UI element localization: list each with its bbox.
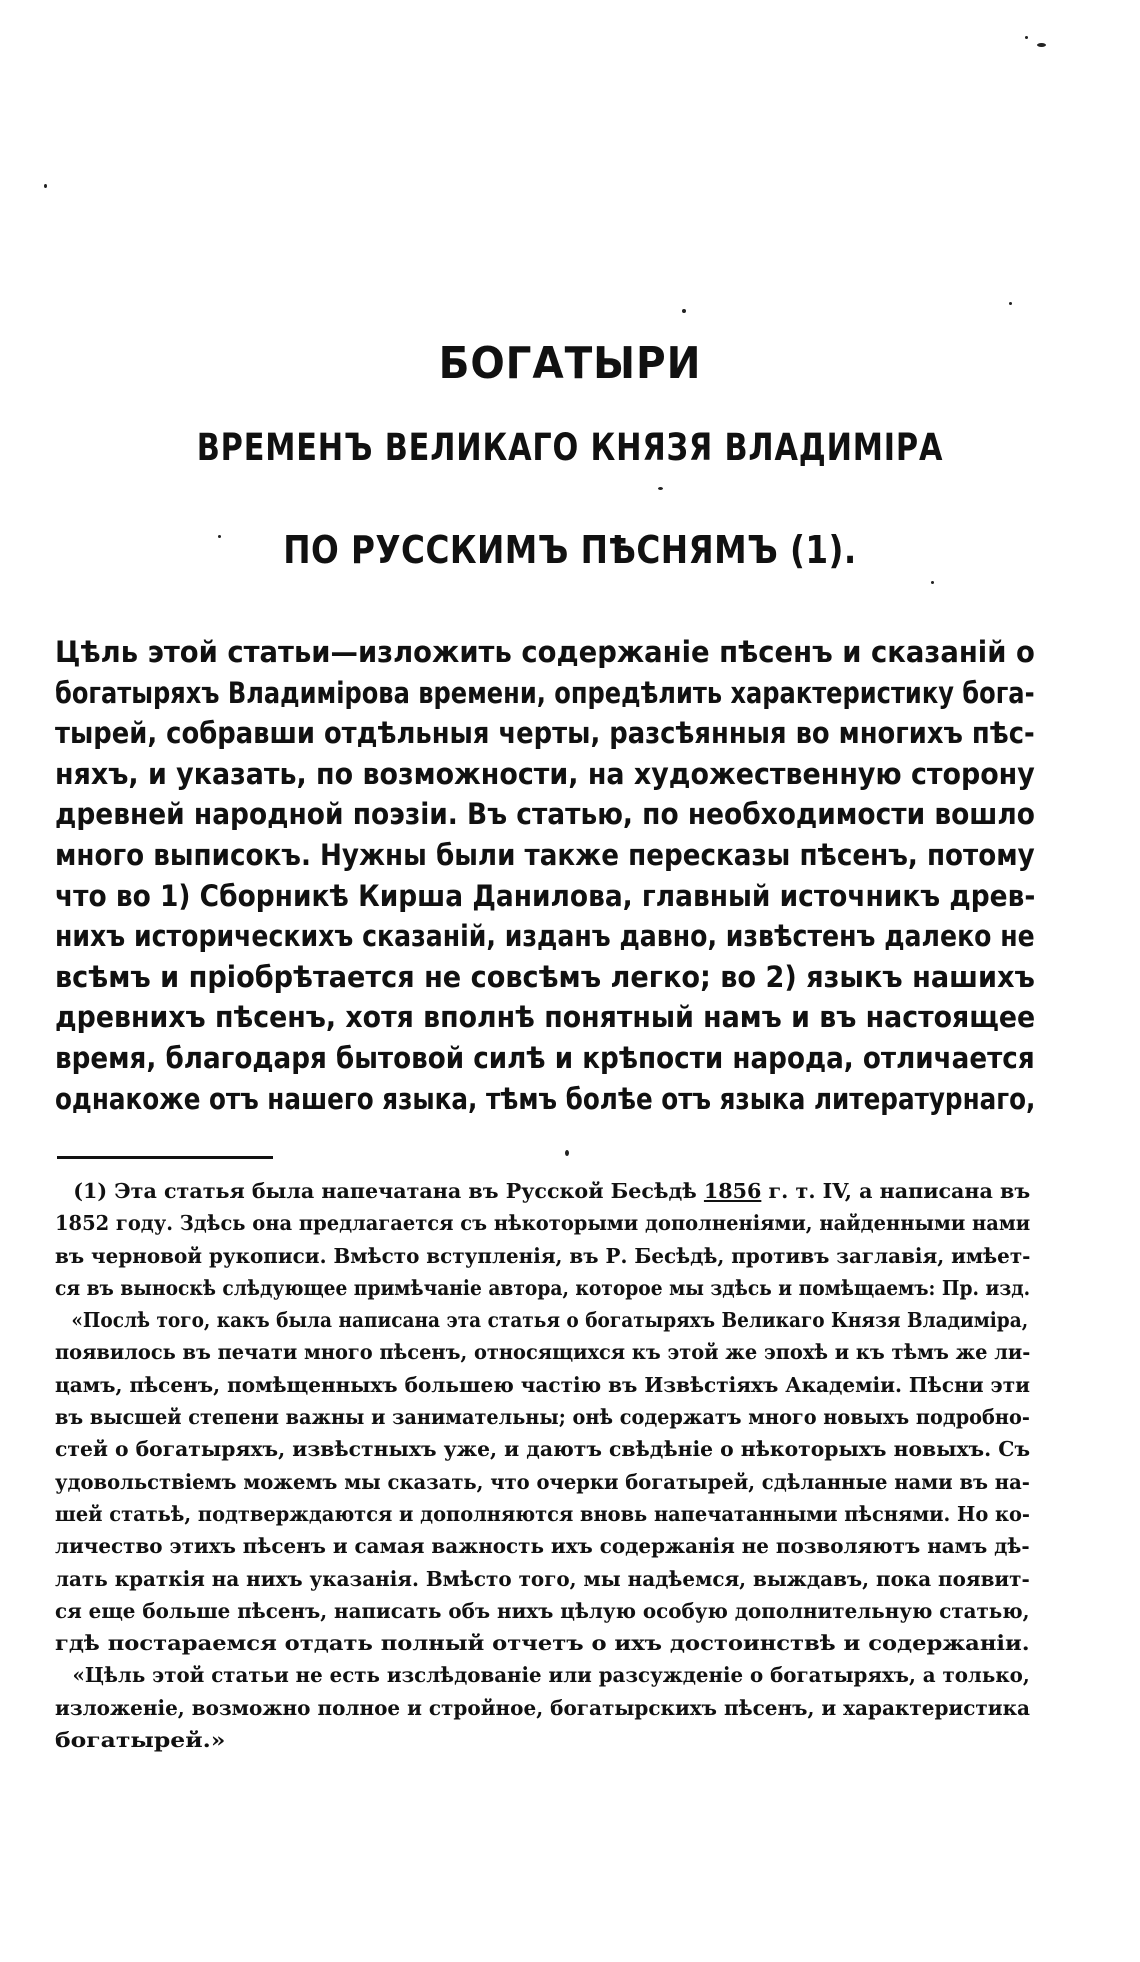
footnote-line: 1852 году. Здѣсь она предлагается съ нѣкоторыми дополненіями, найденными нами [55, 1211, 1031, 1236]
ink-speck [658, 487, 663, 490]
footnote-quote-line: шей статьѣ, подтверждаются и дополняются вновь напечатанными пѣснями. Но ко- [55, 1501, 1030, 1526]
page-subtitle: ВРЕМЕНЪ ВЕЛИКАГО КНЯЗЯ ВЛАДИМІРА [196, 426, 944, 469]
body-line: однакоже отъ нашего языка, тѣмъ болѣе отъ языка литературнаго, [55, 1081, 1036, 1116]
ink-speck [931, 581, 934, 584]
page-title: БОГАТЫРИ [438, 338, 702, 389]
footnote-quote-line: изложеніе, возможно полное и стройное, богатырскихъ пѣсенъ, и характеристика [55, 1695, 1030, 1720]
footnote-quote-line: «Цѣль этой статьи не есть изслѣдованіе или разсужденіе о богатыряхъ, а только, [72, 1663, 1030, 1688]
body-line: няхъ, и указать, по возможности, на художественную сторону [55, 756, 1035, 791]
footnote [55, 1175, 1035, 1756]
footnote-line: въ черновой рукописи. Вмѣсто вступленія, въ Р. Бесѣдѣ, противъ заглавія, имѣет- [55, 1243, 1031, 1268]
footnote-quote-line: стей о богатыряхъ, извѣстныхъ уже, и даютъ свѣдѣніе о нѣкоторыхъ новыхъ. Съ [55, 1437, 1031, 1462]
body-line: что во 1) Сборникѣ Кирша Данилова, главный источникъ древ- [55, 878, 1036, 913]
ink-speck [1025, 36, 1028, 39]
footnote-quote-line: появилось въ печати много пѣсенъ, относящихся къ этой же эпохѣ и къ тѣмъ же ли- [55, 1340, 1031, 1365]
footnote-text: (1) Эта статья была напечатана въ Русской Бесѣдѣ [73, 1179, 704, 1203]
footnote-line [55, 1175, 1046, 1207]
footnote-divider [57, 1156, 273, 1159]
body-line: время, благодаря бытовой силѣ и крѣпости народа, отличается [55, 1040, 1035, 1075]
body-paragraph [55, 632, 1035, 1119]
body-line: Цѣль этой статьи—изложить содержаніе пѣсенъ и сказаній о [55, 635, 1035, 669]
ink-speck [1009, 302, 1012, 305]
footnote-quote-line: ся еще больше пѣсенъ, написать объ нихъ цѣлую особую дополнительную статью, [55, 1598, 1030, 1623]
footnote-quote-line: лать краткія на нихъ указанія. Вмѣсто того, мы надѣемся, выждавъ, пока появит- [55, 1566, 1030, 1591]
ink-speck [1037, 43, 1046, 47]
ink-speck [44, 184, 47, 188]
ink-speck [682, 309, 686, 313]
footnote-quote-line: «Послѣ того, какъ была написана эта статья о богатыряхъ Великаго Князя Владиміра, [71, 1308, 1029, 1333]
footnote-quote-line: гдѣ постараемся отдать полный отчетъ о ихъ достоинствѣ и содержаніи. [55, 1631, 1030, 1656]
footnote-quote-line: удовольствіемъ можемъ мы сказать, что очерки богатырей, сдѣланные нами въ на- [55, 1469, 1030, 1494]
body-line: много выписокъ. Нужны были также пересказы пѣсенъ, потому [55, 837, 1035, 872]
body-line: древнихъ пѣсенъ, хотя вполнѣ понятный намъ и въ настоящее [55, 1000, 1036, 1035]
ink-speck [565, 1150, 569, 1156]
body-line: нихъ историческихъ сказаній, изданъ давно, извѣстенъ далеко не [55, 919, 1035, 954]
footnote-quote-line: въ высшей степени важны и занимательны; онѣ содержатъ много новыхъ подробно- [55, 1405, 1030, 1430]
body-line: тырей, собравши отдѣльныя черты, разсѣянныя во многихъ пѣс- [55, 716, 1035, 751]
footnote-year: 1856 [703, 1179, 762, 1203]
footnote-quote-line: цамъ, пѣсенъ, помѣщенныхъ большею частію въ Извѣстіяхъ Академіи. Пѣсни эти [55, 1372, 1030, 1397]
footnote-text: г. т. IV, а написана въ [761, 1179, 1031, 1203]
body-line: древней народной поэзіи. Въ статью, по необходимости вошло [55, 797, 1035, 832]
footnote-line: ся въ выноскѣ слѣдующее примѣчаніе автора, которое мы здѣсь и помѣщаемъ: Пр. изд. [55, 1275, 1031, 1300]
page-subtitle-2: ПО РУССКИМЪ ПѢСНЯМЪ (1). [283, 528, 857, 572]
footnote-quote-line: личество этихъ пѣсенъ и самая важность ихъ содержанія не позволяютъ намъ дѣ- [55, 1534, 1030, 1559]
body-line: всѣмъ и пріобрѣтается не совсѣмъ легко; во 2) языкъ нашихъ [55, 959, 1035, 994]
footnote-quote-line: богатырей.» [55, 1728, 226, 1753]
body-line: богатыряхъ Владимірова времени, опредѣлить характеристику бога- [55, 675, 1035, 710]
